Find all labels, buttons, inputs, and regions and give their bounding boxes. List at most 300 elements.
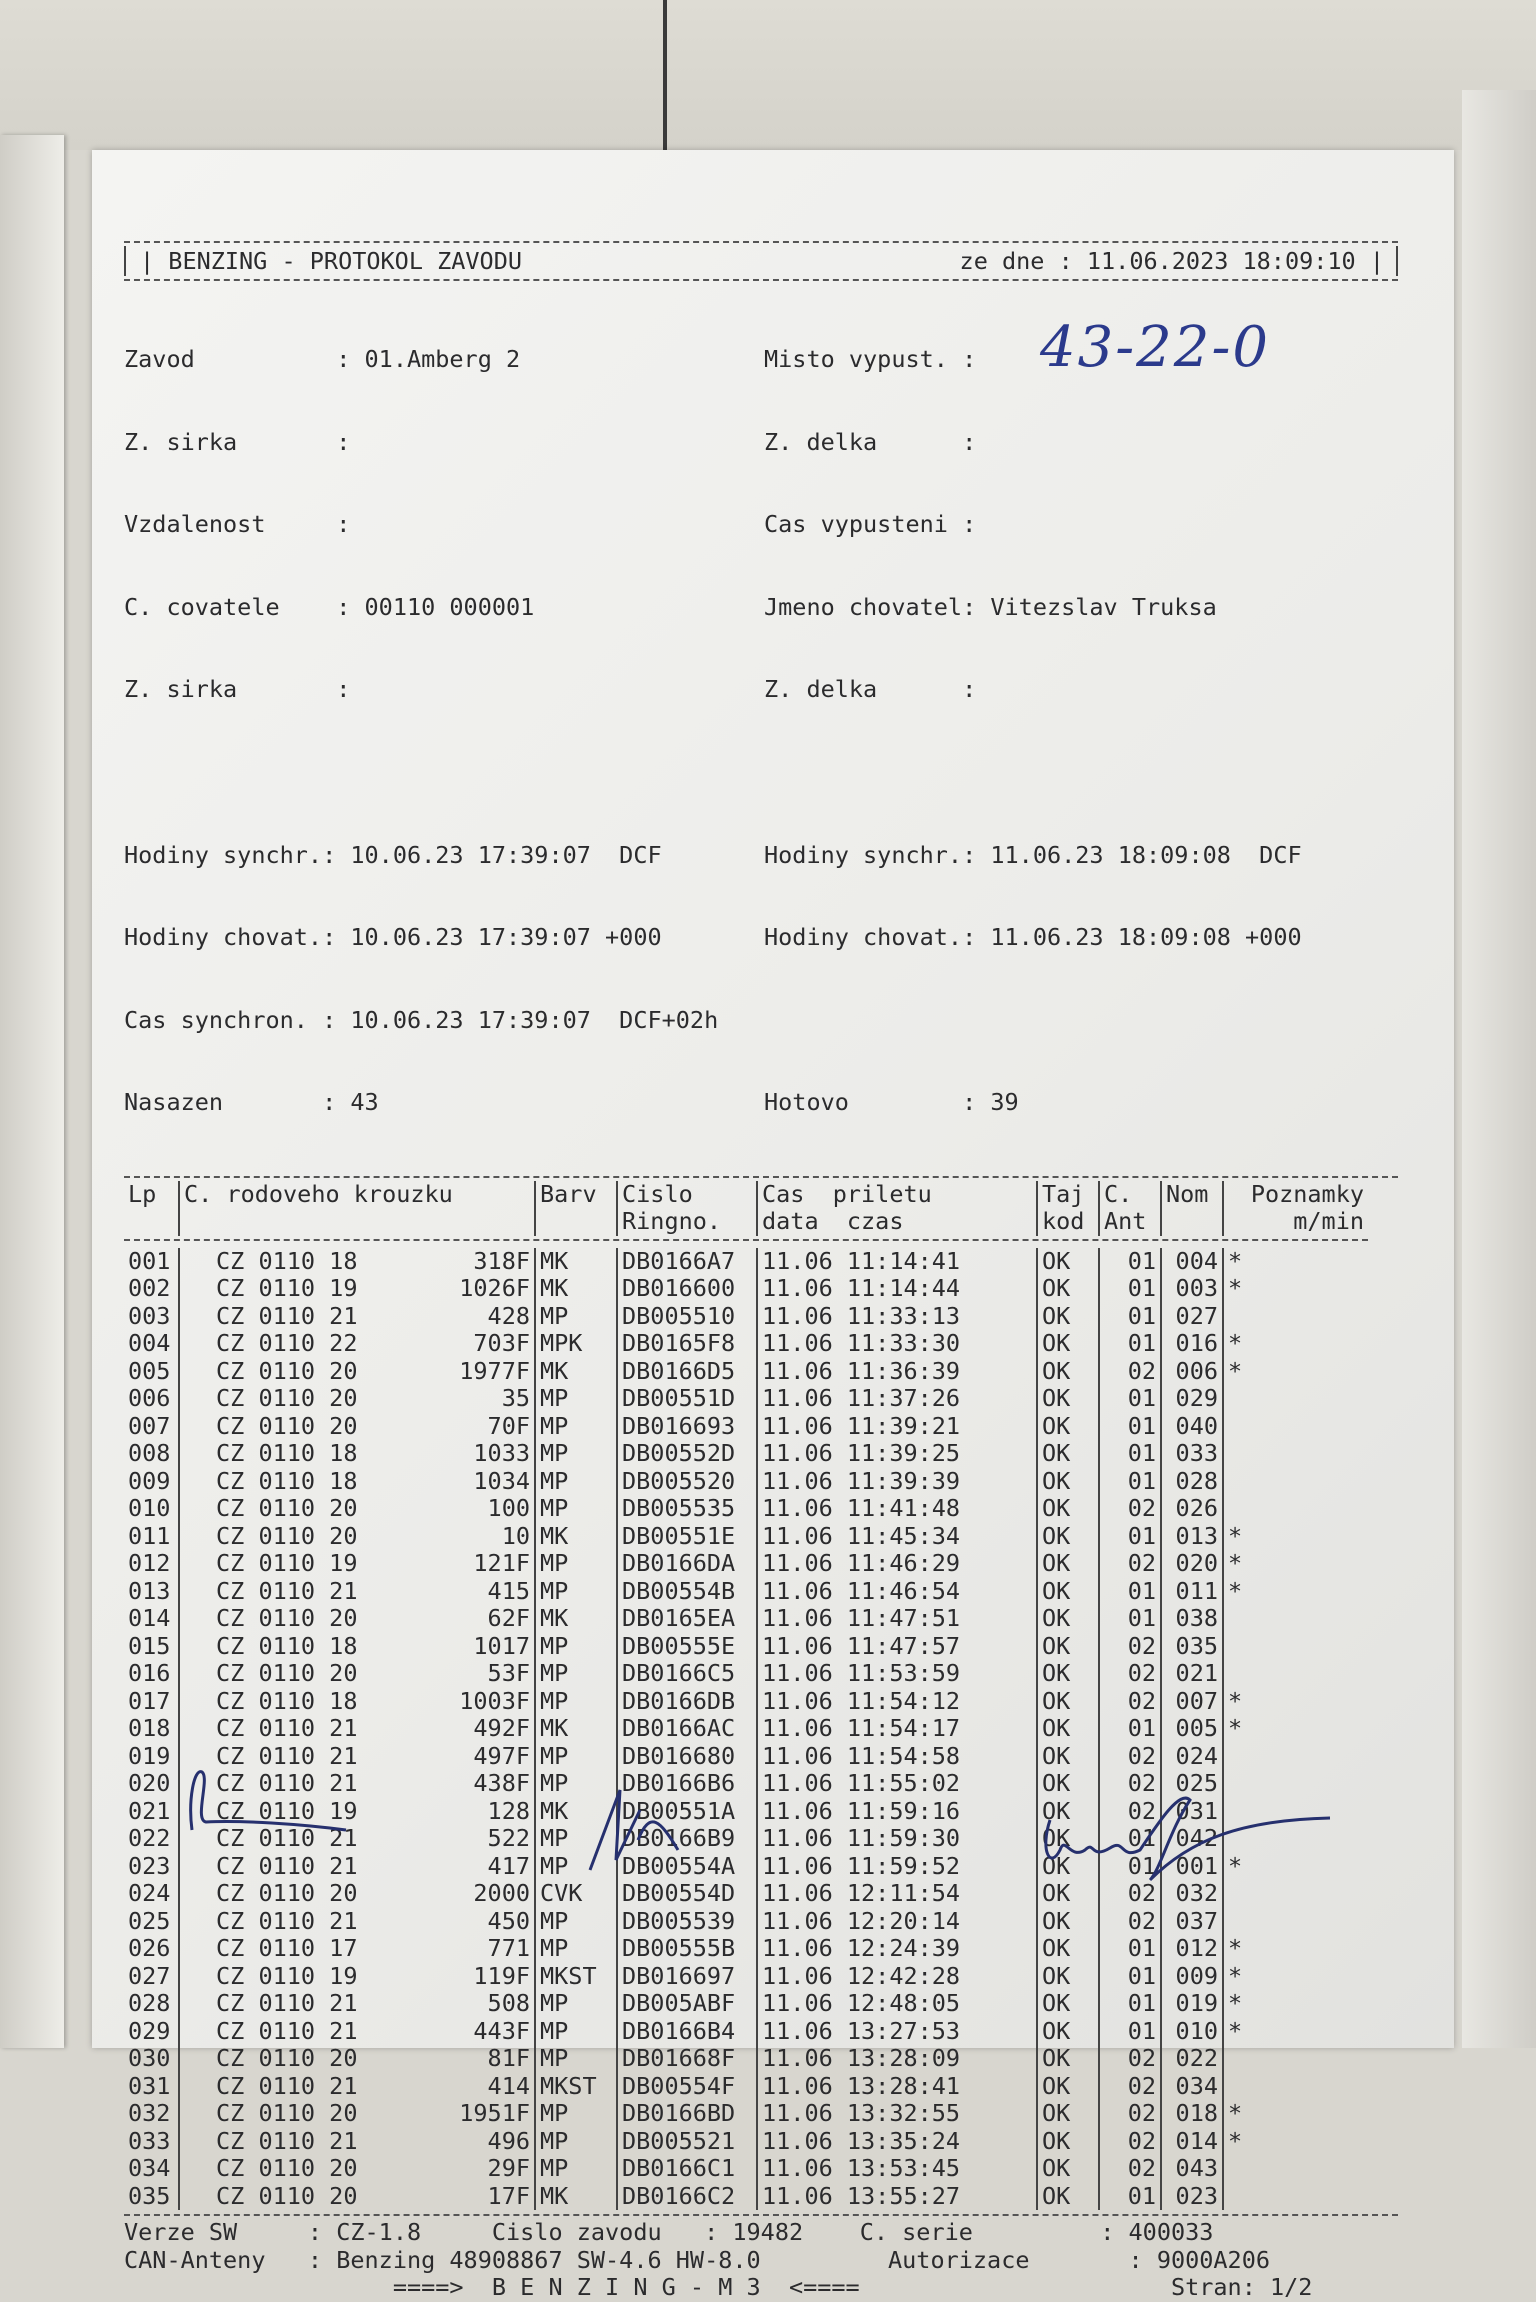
- row-ring-number: 35: [427, 1385, 535, 1413]
- row-color: MP: [535, 2018, 617, 2046]
- row-code: OK: [1037, 1385, 1099, 1413]
- row-ring-number: 438F: [427, 1770, 535, 1798]
- table-row: [124, 2128, 1368, 2156]
- row-ring-number: 414: [427, 2073, 535, 2101]
- row-lp: 016: [124, 1660, 179, 1688]
- row-color: MP: [535, 2128, 617, 2156]
- row-code: OK: [1037, 2100, 1099, 2128]
- row-color: MK: [535, 1358, 617, 1386]
- row-code: OK: [1037, 1413, 1099, 1441]
- row-arrival: 11.06 13:28:09: [757, 2045, 1037, 2073]
- row-lp: 012: [124, 1550, 179, 1578]
- table-row: [124, 1990, 1368, 2018]
- row-lp: 034: [124, 2155, 179, 2183]
- table-header-row: [124, 1181, 1368, 1236]
- row-ring-number: 62F: [427, 1605, 535, 1633]
- row-nom: 033: [1161, 1440, 1223, 1468]
- row-note: [1223, 1660, 1368, 1688]
- row-color: MK: [535, 1275, 617, 1303]
- row-note: *: [1228, 2016, 1243, 2045]
- row-lp: 003: [124, 1303, 179, 1331]
- col-nom: Nom: [1161, 1181, 1223, 1236]
- row-ring-prefix: CZ 0110 21: [216, 1769, 358, 1797]
- sync-line: Hodiny synchr.: 11.06.23 18:09:08 DCF: [764, 840, 1302, 869]
- info-line: Z. delka :: [764, 675, 977, 703]
- row-ring-prefix: CZ 0110 21: [216, 2016, 358, 2045]
- row-note: [1223, 2155, 1368, 2183]
- row-antenna: 01: [1099, 2183, 1161, 2211]
- row-code: OK: [1037, 1550, 1099, 1578]
- row-ringno: DB016693: [617, 1413, 757, 1441]
- row-lp: 018: [124, 1715, 179, 1743]
- background-wall: [0, 0, 1536, 150]
- row-ring-number: 2000: [427, 1880, 535, 1908]
- row-nom: 013: [1161, 1523, 1223, 1551]
- row-ring-prefix: CZ 0110 20: [216, 1521, 358, 1550]
- row-nom: 038: [1161, 1605, 1223, 1633]
- row-ring-prefix: CZ 0110 18: [216, 1466, 358, 1495]
- row-nom: 014: [1161, 2128, 1223, 2156]
- info-line: Z. delka :: [764, 427, 977, 456]
- row-nom: 026: [1161, 1495, 1223, 1523]
- row-nom: 040: [1161, 1413, 1223, 1441]
- row-ring-prefix: CZ 0110 20: [216, 1356, 358, 1385]
- row-arrival: 11.06 11:47:51: [757, 1605, 1037, 1633]
- row-ringno: DB00554F: [617, 2073, 757, 2101]
- table-row: [124, 1358, 1368, 1386]
- row-antenna: 01: [1099, 1440, 1161, 1468]
- row-antenna: 01: [1099, 1385, 1161, 1413]
- row-lp: 031: [124, 2073, 179, 2101]
- row-code: OK: [1037, 1633, 1099, 1661]
- row-lp: 014: [124, 1605, 179, 1633]
- row-ring-prefix: CZ 0110 21: [216, 1989, 358, 2017]
- row-antenna: 01: [1099, 1578, 1161, 1606]
- row-ringno: DB0166D5: [617, 1358, 757, 1386]
- row-ringno: DB0166C5: [617, 1660, 757, 1688]
- row-lp: 029: [124, 2018, 179, 2046]
- row-lp: 015: [124, 1633, 179, 1661]
- row-ringno: DB0166DA: [617, 1550, 757, 1578]
- row-antenna: 01: [1099, 1303, 1161, 1331]
- row-ring-number: 81F: [427, 2045, 535, 2073]
- row-ringno: DB0166AC: [617, 1715, 757, 1743]
- row-nom: 020: [1161, 1550, 1223, 1578]
- row-color: MK: [535, 1248, 617, 1276]
- row-color: MP: [535, 1660, 617, 1688]
- table-row: [124, 1935, 1368, 1963]
- row-color: MK: [535, 1798, 617, 1826]
- row-note: [1223, 1908, 1368, 1936]
- row-code: OK: [1037, 1798, 1099, 1826]
- col-ring: C. rodoveho krouzku: [179, 1181, 535, 1236]
- table-row: [124, 1633, 1368, 1661]
- row-lp: 027: [124, 1963, 179, 1991]
- row-ring-prefix: CZ 0110 20: [216, 1411, 358, 1440]
- row-ringno: DB0166C2: [617, 2183, 757, 2211]
- divider: [124, 1239, 1368, 1241]
- row-lp: 024: [124, 1880, 179, 1908]
- row-ring-number: 415: [427, 1578, 535, 1606]
- row-color: CVK: [535, 1880, 617, 1908]
- row-note: [1223, 2183, 1368, 2211]
- row-nom: 037: [1161, 1908, 1223, 1936]
- signature-1: [180, 1760, 360, 1840]
- adjacent-sheet-right: [1462, 90, 1536, 2048]
- row-antenna: 02: [1099, 1743, 1161, 1771]
- sync-line: Hodiny chovat.: 11.06.23 18:09:08 +000: [764, 923, 1302, 951]
- row-ringno: DB00552D: [617, 1440, 757, 1468]
- sync-info: [124, 787, 1398, 1172]
- row-note: [1223, 1440, 1368, 1468]
- row-ring-prefix: CZ 0110 20: [216, 1604, 358, 1632]
- row-note: [1223, 1743, 1368, 1771]
- row-ringno: DB00551E: [617, 1523, 757, 1551]
- row-antenna: 01: [1099, 1715, 1161, 1743]
- footer-line: ====> B E N Z I N G - M 3 <==== Stran: 1/2: [124, 2273, 1313, 2301]
- row-nom: 001: [1161, 1853, 1223, 1881]
- row-note: *: [1228, 1851, 1243, 1880]
- table-row: [124, 1468, 1368, 1496]
- row-arrival: 11.06 12:11:54: [757, 1880, 1037, 1908]
- row-arrival: 11.06 11:53:59: [757, 1660, 1037, 1688]
- col-cas: Cas priletu data czas: [757, 1181, 1037, 1236]
- table-row: [124, 2155, 1368, 2183]
- row-ring-prefix: CZ 0110 21: [216, 1824, 358, 1852]
- row-antenna: 01: [1099, 1605, 1161, 1633]
- row-arrival: 11.06 11:54:17: [757, 1715, 1037, 1743]
- row-nom: 034: [1161, 2073, 1223, 2101]
- row-antenna: 01: [1099, 1468, 1161, 1496]
- row-color: MP: [535, 2100, 617, 2128]
- table-row: [124, 2100, 1368, 2128]
- info-line: C. covatele : 00110 000001: [124, 592, 535, 621]
- divider: [124, 2214, 1398, 2216]
- row-nom: 005: [1161, 1715, 1223, 1743]
- row-ring-number: 318F: [427, 1248, 535, 1276]
- row-lp: 035: [124, 2183, 179, 2211]
- row-arrival: 11.06 11:59:52: [757, 1853, 1037, 1881]
- table-row: [124, 1550, 1368, 1578]
- row-arrival: 11.06 11:46:29: [757, 1550, 1037, 1578]
- row-nom: 025: [1161, 1770, 1223, 1798]
- info-line: Vzdalenost :: [124, 510, 351, 538]
- row-arrival: 11.06 11:46:54: [757, 1578, 1037, 1606]
- row-nom: 042: [1161, 1825, 1223, 1853]
- row-code: OK: [1037, 1963, 1099, 1991]
- row-nom: 021: [1161, 1660, 1223, 1688]
- signature-2: [580, 1780, 700, 1880]
- row-arrival: 11.06 13:35:24: [757, 2128, 1037, 2156]
- col-barv: Barv: [535, 1181, 617, 1236]
- row-ringno: DB0166BD: [617, 2100, 757, 2128]
- row-ring-number: 496: [427, 2128, 535, 2156]
- table-row: [124, 1715, 1368, 1743]
- col-poznamky: Poznamky m/min: [1250, 1179, 1364, 1235]
- row-code: OK: [1037, 1853, 1099, 1881]
- footer-line: Verze SW : CZ-1.8 Cislo zavodu : 19482 C. serie : 400033: [124, 2218, 1214, 2246]
- row-lp: 021: [124, 1798, 179, 1826]
- row-color: MP: [535, 1935, 617, 1963]
- row-arrival: 11.06 11:55:02: [757, 1770, 1037, 1798]
- row-color: MK: [535, 2183, 617, 2211]
- row-antenna: 01: [1099, 2018, 1161, 2046]
- row-antenna: 02: [1099, 1660, 1161, 1688]
- row-color: MK: [535, 1523, 617, 1551]
- row-color: MP: [535, 1440, 617, 1468]
- row-arrival: 11.06 13:55:27: [757, 2183, 1037, 2211]
- row-color: MP: [535, 1385, 617, 1413]
- row-nom: 019: [1161, 1990, 1223, 2018]
- row-ring-prefix: CZ 0110 19: [216, 1274, 358, 1302]
- row-ring-number: 100: [427, 1495, 535, 1523]
- row-nom: 032: [1161, 1880, 1223, 1908]
- row-color: MP: [535, 1770, 617, 1798]
- row-ring-number: 771: [427, 1935, 535, 1963]
- row-nom: 003: [1161, 1275, 1223, 1303]
- row-ring-prefix: CZ 0110 20: [216, 2099, 358, 2127]
- row-nom: 022: [1161, 2045, 1223, 2073]
- row-nom: 007: [1161, 1688, 1223, 1716]
- info-line: Zavod : 01.Amberg 2: [124, 345, 521, 373]
- row-ring-number: 497F: [427, 1743, 535, 1771]
- row-code: OK: [1037, 1358, 1099, 1386]
- row-arrival: 11.06 12:42:28: [757, 1963, 1037, 1991]
- row-arrival: 11.06 12:20:14: [757, 1908, 1037, 1936]
- row-code: OK: [1037, 2045, 1099, 2073]
- table-row: [124, 2183, 1368, 2211]
- row-lp: 032: [124, 2100, 179, 2128]
- row-note: *: [1228, 1521, 1243, 1550]
- row-nom: 023: [1161, 2183, 1223, 2211]
- row-antenna: 02: [1099, 2073, 1161, 2101]
- row-ringno: DB0165EA: [617, 1605, 757, 1633]
- row-code: OK: [1037, 1990, 1099, 2018]
- row-nom: 010: [1161, 2018, 1223, 2046]
- row-arrival: 11.06 11:41:48: [757, 1495, 1037, 1523]
- row-ringno: DB00551A: [617, 1798, 757, 1826]
- info-line: Z. sirka :: [124, 675, 351, 703]
- row-lp: 030: [124, 2045, 179, 2073]
- row-lp: 023: [124, 1853, 179, 1881]
- handwritten-code: 43-22-0: [1040, 315, 1270, 380]
- row-antenna: 02: [1099, 1688, 1161, 1716]
- results-table: [124, 1181, 1368, 2211]
- row-ringno: DB00554B: [617, 1578, 757, 1606]
- row-ring-prefix: CZ 0110 20: [216, 1659, 358, 1687]
- row-lp: 019: [124, 1743, 179, 1771]
- row-antenna: 02: [1099, 1880, 1161, 1908]
- table-row: [124, 1908, 1368, 1936]
- row-nom: 035: [1161, 1633, 1223, 1661]
- background-seam: [663, 0, 667, 150]
- row-antenna: 02: [1099, 1358, 1161, 1386]
- row-code: OK: [1037, 1578, 1099, 1606]
- row-arrival: 11.06 11:33:30: [757, 1330, 1037, 1358]
- row-color: MP: [535, 1825, 617, 1853]
- row-color: MP: [535, 1303, 617, 1331]
- row-ring-number: 53F: [427, 1660, 535, 1688]
- row-color: MP: [535, 1495, 617, 1523]
- row-nom: 011: [1161, 1578, 1223, 1606]
- row-ring-prefix: CZ 0110 20: [216, 1494, 358, 1522]
- row-ring-number: 1977F: [427, 1358, 535, 1386]
- row-code: OK: [1037, 2183, 1099, 2211]
- row-nom: 024: [1161, 1743, 1223, 1771]
- row-note: *: [1228, 2099, 1243, 2127]
- row-ring-prefix: CZ 0110 18: [216, 1439, 358, 1467]
- row-code: OK: [1037, 1715, 1099, 1743]
- row-antenna: 02: [1099, 1908, 1161, 1936]
- row-color: MP: [535, 1853, 617, 1881]
- row-antenna: 01: [1099, 1935, 1161, 1963]
- row-arrival: 11.06 11:39:21: [757, 1413, 1037, 1441]
- row-arrival: 11.06 11:36:39: [757, 1358, 1037, 1386]
- row-ringno: DB0166B9: [617, 1825, 757, 1853]
- row-arrival: 11.06 13:27:53: [757, 2018, 1037, 2046]
- row-antenna: 02: [1099, 1770, 1161, 1798]
- row-color: MP: [535, 1990, 617, 2018]
- row-ringno: DB00554A: [617, 1853, 757, 1881]
- info-line: Cas vypusteni :: [764, 510, 977, 538]
- row-note: *: [1228, 1686, 1243, 1715]
- protocol-date: ze dne : 11.06.2023 18:09:10 |: [959, 247, 1384, 275]
- row-ringno: DB00554D: [617, 1880, 757, 1908]
- row-color: MP: [535, 1743, 617, 1771]
- row-antenna: 01: [1099, 1825, 1161, 1853]
- row-antenna: 01: [1099, 1275, 1161, 1303]
- row-antenna: 02: [1099, 2128, 1161, 2156]
- row-antenna: 01: [1099, 1523, 1161, 1551]
- row-ring-number: 522: [427, 1825, 535, 1853]
- row-arrival: 11.06 11:59:30: [757, 1825, 1037, 1853]
- row-lp: 011: [124, 1523, 179, 1551]
- row-antenna: 01: [1099, 1330, 1161, 1358]
- row-lp: 025: [124, 1908, 179, 1936]
- row-note: *: [1228, 1274, 1243, 1302]
- col-taj: Taj kod: [1037, 1181, 1099, 1236]
- row-ring-number: 417: [427, 1853, 535, 1881]
- row-note: *: [1228, 1246, 1243, 1275]
- row-antenna: 02: [1099, 1798, 1161, 1826]
- row-antenna: 01: [1099, 1853, 1161, 1881]
- sync-line: Nasazen : 43: [124, 1088, 379, 1116]
- info-line: Z. sirka :: [124, 427, 351, 456]
- row-ringno: DB005510: [617, 1303, 757, 1331]
- row-antenna: 02: [1099, 1495, 1161, 1523]
- row-note: [1223, 1468, 1368, 1496]
- sync-line: Hodiny chovat.: 10.06.23 17:39:07 +000: [124, 923, 662, 951]
- col-cislo: Cislo Ringno.: [617, 1181, 757, 1236]
- row-lp: 028: [124, 1990, 179, 2018]
- row-code: OK: [1037, 1908, 1099, 1936]
- row-note: [1223, 1605, 1368, 1633]
- row-antenna: 02: [1099, 1550, 1161, 1578]
- row-ring-number: 10: [427, 1523, 535, 1551]
- row-ring-prefix: CZ 0110 18: [216, 1686, 358, 1715]
- row-arrival: 11.06 12:24:39: [757, 1935, 1037, 1963]
- row-ringno: DB005539: [617, 1908, 757, 1936]
- row-arrival: 11.06 12:48:05: [757, 1990, 1037, 2018]
- row-antenna: 02: [1099, 1633, 1161, 1661]
- table-row: [124, 1248, 1368, 1276]
- row-nom: 009: [1161, 1963, 1223, 1991]
- row-ringno: DB0166A7: [617, 1248, 757, 1276]
- row-note: [1223, 1303, 1368, 1331]
- sync-line: Cas synchron. : 10.06.23 17:39:07 DCF+02h: [124, 1005, 719, 1034]
- protocol-title: | BENZING - PROTOKOL ZAVODU: [140, 247, 523, 275]
- row-ringno: DB005535: [617, 1495, 757, 1523]
- row-ringno: DB0166C1: [617, 2155, 757, 2183]
- row-ring-number: 17F: [427, 2183, 535, 2211]
- row-ring-number: 1034: [427, 1468, 535, 1496]
- row-ring-prefix: CZ 0110 21: [216, 1714, 358, 1742]
- row-color: MP: [535, 1550, 617, 1578]
- sync-line: [764, 1007, 1302, 1035]
- row-ringno: DB00555E: [617, 1633, 757, 1661]
- row-ring-number: 128: [427, 1798, 535, 1826]
- row-ring-number: 1017: [427, 1633, 535, 1661]
- row-ring-prefix: CZ 0110 19: [216, 1549, 358, 1577]
- protocol-document: [124, 238, 1398, 2302]
- row-code: OK: [1037, 1880, 1099, 1908]
- row-antenna: 02: [1099, 2100, 1161, 2128]
- row-ring-number: 70F: [427, 1413, 535, 1441]
- row-color: MP: [535, 1578, 617, 1606]
- row-ring-number: 1951F: [427, 2100, 535, 2128]
- row-antenna: 01: [1099, 1990, 1161, 2018]
- row-ringno: DB00551D: [617, 1385, 757, 1413]
- row-note: *: [1228, 1961, 1243, 1990]
- row-ring-number: 121F: [427, 1550, 535, 1578]
- row-ring-number: 492F: [427, 1715, 535, 1743]
- row-code: OK: [1037, 1495, 1099, 1523]
- row-lp: 004: [124, 1330, 179, 1358]
- row-antenna: 02: [1099, 2155, 1161, 2183]
- row-code: OK: [1037, 1825, 1099, 1853]
- row-code: OK: [1037, 1605, 1099, 1633]
- footer-line: CAN-Anteny : Benzing 48908867 SW-4.6 HW-8.0 Autorizace : 9000A206: [124, 2245, 1271, 2274]
- adjacent-sheet-left: [0, 135, 64, 2048]
- row-lp: 022: [124, 1825, 179, 1853]
- row-note: *: [1228, 1549, 1243, 1577]
- row-note: [1223, 2045, 1368, 2073]
- row-ringno: DB0165F8: [617, 1330, 757, 1358]
- row-nom: 012: [1161, 1935, 1223, 1963]
- row-arrival: 11.06 11:14:44: [757, 1275, 1037, 1303]
- row-note: *: [1228, 1934, 1243, 1962]
- row-color: MP: [535, 1413, 617, 1441]
- row-ring-prefix: CZ 0110 21: [216, 1741, 358, 1770]
- row-arrival: 11.06 11:59:16: [757, 1798, 1037, 1826]
- row-arrival: 11.06 13:53:45: [757, 2155, 1037, 2183]
- table-row: [124, 1275, 1368, 1303]
- row-code: OK: [1037, 1660, 1099, 1688]
- row-ringno: DB0166B6: [617, 1770, 757, 1798]
- row-antenna: 01: [1099, 1413, 1161, 1441]
- row-color: MP: [535, 2155, 617, 2183]
- row-ring-number: 1026F: [427, 1275, 535, 1303]
- table-row: [124, 1660, 1368, 1688]
- row-ringno: DB01668F: [617, 2045, 757, 2073]
- row-code: OK: [1037, 1248, 1099, 1276]
- row-ring-prefix: CZ 0110 21: [216, 1851, 358, 1880]
- row-ring-number: 508: [427, 1990, 535, 2018]
- row-color: MPK: [535, 1330, 617, 1358]
- col-ant: C. Ant: [1099, 1181, 1161, 1236]
- results-body: [124, 1248, 1368, 2211]
- row-lp: 017: [124, 1688, 179, 1716]
